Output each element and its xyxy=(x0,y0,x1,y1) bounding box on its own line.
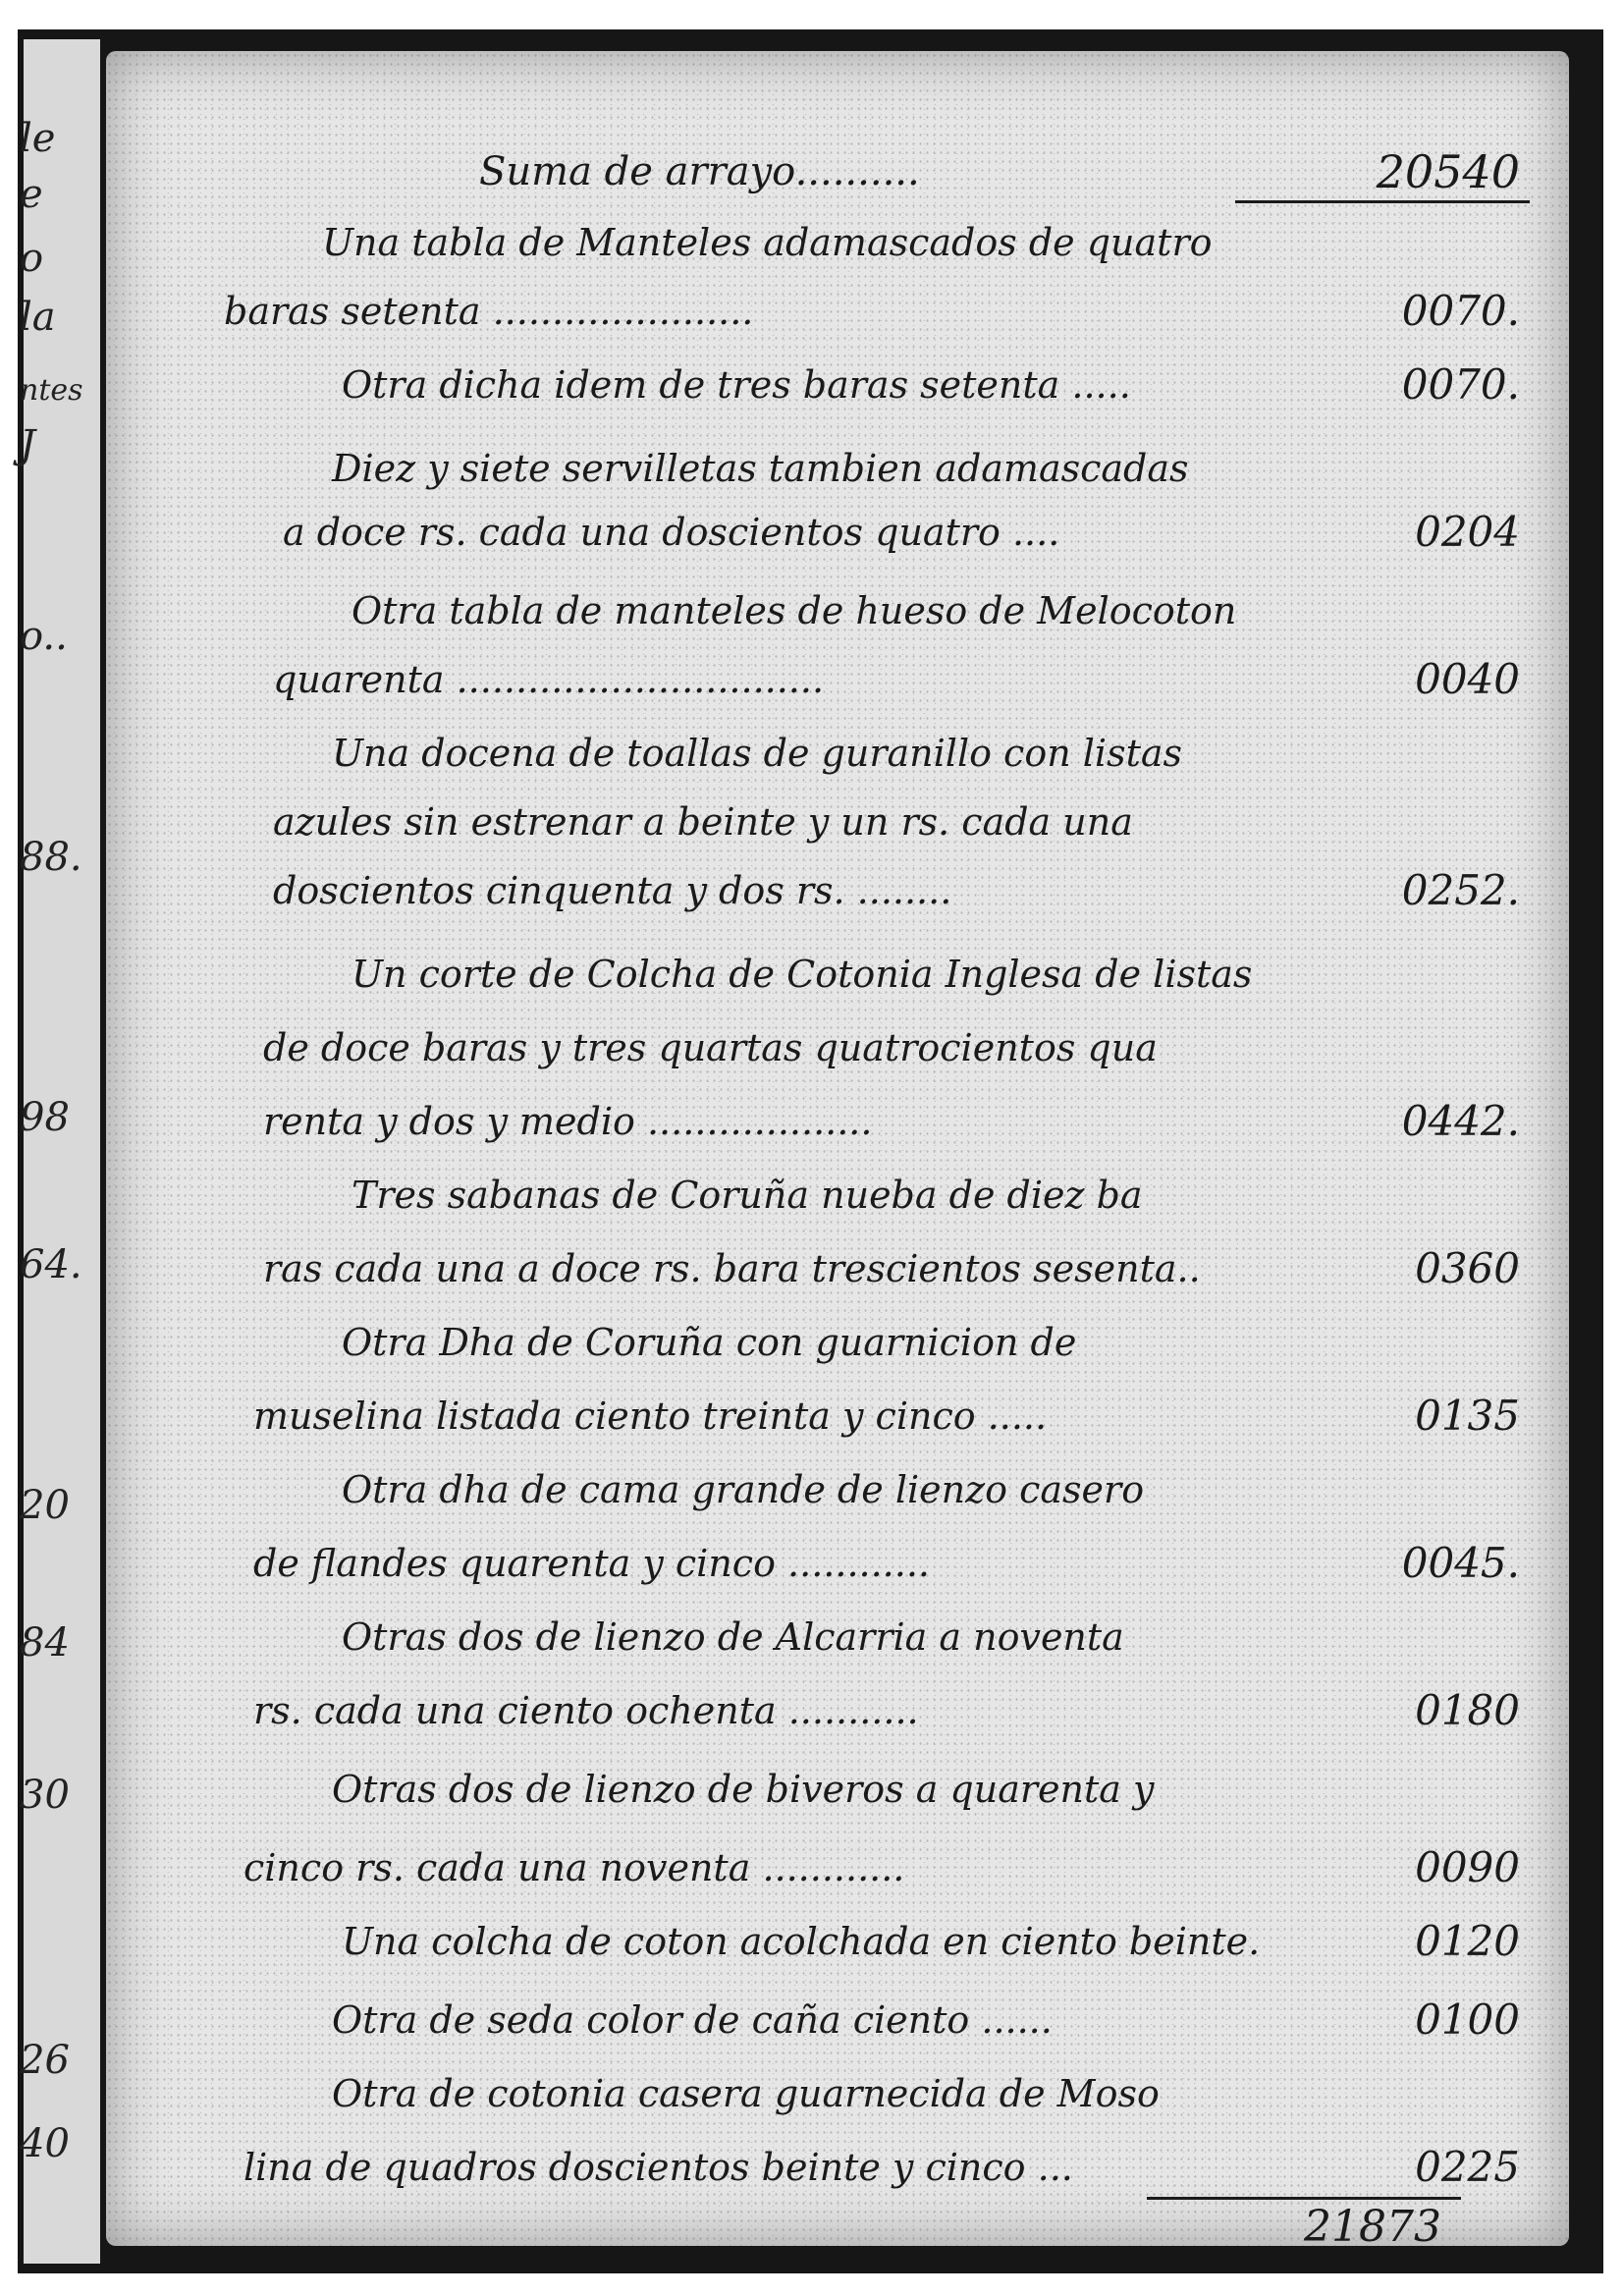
entry-line: Otra de cotonia casera guarnecida de Moso xyxy=(332,2072,1160,2115)
entry-line: cinco rs. cada una noventa ............ xyxy=(243,1846,905,1889)
entry-line: Otra dicha idem de tres baras setenta ..... xyxy=(342,363,1131,407)
entry-amount: 0360 xyxy=(1415,1244,1520,1292)
entry-line: Una tabla de Manteles adamascados de quatro xyxy=(322,221,1213,264)
margin-number: 26 xyxy=(20,2038,70,2083)
entry-amount: 0252. xyxy=(1401,866,1520,914)
entry-line: quarenta ............................... xyxy=(273,658,825,701)
entry-amount: 0070. xyxy=(1401,287,1520,335)
entry-line: de doce baras y tres quartas quatrocientos qua xyxy=(263,1026,1158,1069)
margin-number: le xyxy=(20,116,56,161)
entry-line: doscientos cinquenta y dos rs. ........ xyxy=(273,869,952,912)
entry-line: azules sin estrenar a beinte y un rs. cada una xyxy=(273,800,1133,844)
entry-line: baras setenta ...................... xyxy=(224,290,754,333)
entry-line: Un corte de Colcha de Cotonia Inglesa de listas xyxy=(352,953,1253,996)
entry-line: rs. cada una ciento ochenta ........... xyxy=(253,1689,919,1732)
entry-amount: 0120 xyxy=(1415,1917,1520,1965)
entry-amount: 0045. xyxy=(1401,1539,1520,1587)
margin-number: 64. xyxy=(20,1242,82,1287)
page-total: 21873 xyxy=(1304,2202,1441,2252)
manuscript-page xyxy=(106,51,1569,2252)
entry-line: Otra Dha de Coruña con guarnicion de xyxy=(342,1321,1077,1364)
entry-line: Una docena de toallas de guranillo con listas xyxy=(332,732,1183,775)
margin-number: 88. xyxy=(20,835,82,880)
entry-line: de flandes quarenta y cinco ............ xyxy=(253,1542,930,1585)
entry-line: a doce rs. cada una doscientos quatro .... xyxy=(283,511,1060,554)
entry-amount: 0442. xyxy=(1401,1097,1520,1145)
margin-number: J xyxy=(20,422,36,467)
entry-amount: 0040 xyxy=(1415,655,1520,703)
entry-amount: 0135 xyxy=(1415,1392,1520,1440)
margin-number: 40 xyxy=(20,2121,70,2166)
entry-amount: 0090 xyxy=(1415,1843,1520,1891)
margin-number: 30 xyxy=(20,1773,70,1818)
margin-number: o xyxy=(20,236,44,281)
margin-number: o.. xyxy=(20,614,68,659)
entry-amount: 0225 xyxy=(1415,2143,1520,2191)
entry-amount: 0180 xyxy=(1415,1686,1520,1734)
total-rule xyxy=(1147,2197,1461,2200)
entry-line: Otra de seda color de caña ciento ...... xyxy=(332,1998,1053,2042)
header-rule xyxy=(1235,200,1530,203)
margin-number: e xyxy=(20,172,43,217)
entry-amount: 0204 xyxy=(1415,508,1520,556)
margin-number: 98 xyxy=(20,1095,70,1140)
entry-line: Otras dos de lienzo de Alcarria a noventa xyxy=(342,1615,1124,1659)
margin-number: 84 xyxy=(20,1620,70,1666)
margin-number: la xyxy=(20,295,56,340)
carried-sum-total: 20540 xyxy=(1376,145,1520,198)
entry-line: Diez y siete servilletas tambien adamascadas xyxy=(332,447,1189,490)
entry-line: Una colcha de coton acolchada en ciento beinte. xyxy=(342,1920,1261,1963)
margin-number: 20 xyxy=(20,1483,70,1528)
carried-sum-label: Suma de arrayo.......... xyxy=(479,149,920,194)
entry-line: Tres sabanas de Coruña nueba de diez ba xyxy=(352,1174,1143,1217)
entry-line: Otras dos de lienzo de biveros a quarenta y xyxy=(332,1768,1155,1811)
entry-amount: 0070. xyxy=(1401,360,1520,409)
entry-line: renta y dos y medio ................... xyxy=(263,1100,873,1143)
entry-amount: 0100 xyxy=(1415,1995,1520,2044)
entry-line: muselina listada ciento treinta y cinco ..... xyxy=(253,1394,1048,1438)
margin-number: ntes xyxy=(20,373,83,408)
entry-line: ras cada una a doce rs. bara trescientos sesenta.. xyxy=(263,1247,1201,1290)
entry-line: Otra tabla de manteles de hueso de Melocoton xyxy=(352,589,1237,632)
entry-line: Otra dha de cama grande de lienzo casero xyxy=(342,1468,1145,1511)
entry-line: lina de quadros doscientos beinte y cinco ... xyxy=(243,2146,1073,2189)
